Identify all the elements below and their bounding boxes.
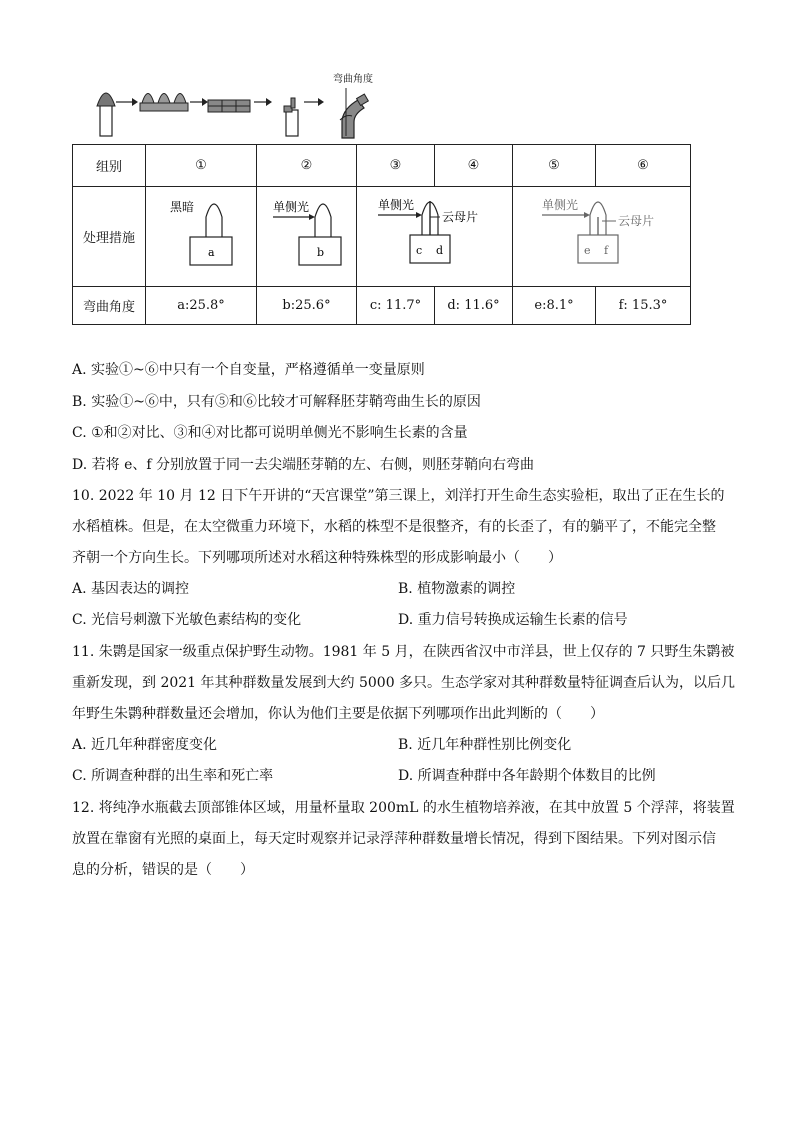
unilateral-light-diagram bbox=[257, 187, 356, 282]
angle-a: a:25.8° bbox=[146, 287, 257, 325]
q12-line-3: 息的分析，错误的是（ ） bbox=[72, 862, 254, 878]
option-a: A. 实验①~⑥中只有一个自变量，严格遵循单一变量原则 bbox=[72, 362, 425, 378]
q12-line-2: 放置在靠窗有光照的桌面上，每天定时观察并记录浮萍种群数量增长情况，得到下图结果。下列对图示信 bbox=[72, 831, 716, 847]
q10-option-d: D. 重力信号转换成运输生长素的信号 bbox=[398, 612, 628, 628]
experiment-table bbox=[72, 144, 691, 325]
group-header: 组别 bbox=[73, 145, 146, 187]
agar-blocks-icon bbox=[208, 100, 250, 112]
option-c: C. ①和②对比、③和④对比都可说明单侧光不影响生长素的含量 bbox=[72, 425, 468, 441]
group-2: ② bbox=[257, 145, 357, 187]
treatment-3-4 bbox=[357, 187, 513, 287]
q10-line-2: 水稻植株。但是，在太空微重力环境下，水稻的株型不是很整齐，有的长歪了，有的躺平了，不能完全整 bbox=[72, 519, 716, 535]
group-1: ① bbox=[146, 145, 257, 187]
mica-label: 云母片 bbox=[617, 214, 654, 228]
q12-line-1: 12. 将纯净水瓶截去顶部锥体区域，用量杯量取 200mL 的水生植物培养液，在其中放置 5 个浮萍，将装置 bbox=[72, 800, 735, 816]
coleoptile-with-tip-icon bbox=[97, 93, 115, 136]
q10-option-b: B. 植物激素的调控 bbox=[398, 581, 516, 597]
group-4: ④ bbox=[435, 145, 513, 187]
angle-f: f: 15.3° bbox=[596, 287, 691, 325]
table-treatment-row bbox=[73, 187, 691, 287]
mica-label: 云母片 bbox=[441, 210, 478, 224]
q11-line-2: 重新发现，到 2021 年其种群数量发展到大约 5000 多只。生态学家对其种群数量特征调查后认为，以后几 bbox=[72, 675, 736, 691]
block-b-label: b bbox=[317, 246, 325, 259]
group-5: ⑤ bbox=[513, 145, 596, 187]
block-a-label: a bbox=[208, 246, 215, 259]
angle-row-label: 弯曲角度 bbox=[73, 287, 146, 325]
mica-partial-split-diagram bbox=[514, 187, 690, 282]
light-label: 单侧光 bbox=[273, 200, 310, 214]
treatment-2 bbox=[257, 187, 357, 287]
angle-b: b:25.6° bbox=[257, 287, 357, 325]
light-label: 单侧光 bbox=[541, 198, 578, 212]
q10-option-a: A. 基因表达的调控 bbox=[72, 581, 190, 597]
light-label: 单侧光 bbox=[377, 198, 414, 212]
block-f-label: f bbox=[603, 244, 608, 257]
q11-option-a: A. 近几年种群密度变化 bbox=[72, 737, 218, 753]
dark-label: 黑暗 bbox=[170, 200, 195, 214]
angle-d: d: 11.6° bbox=[435, 287, 513, 325]
option-d: D. 若将 e、f 分别放置于同一去尖端胚芽鞘的左、右侧，则胚芽鞘向右弯曲 bbox=[72, 457, 534, 473]
q11-line-1: 11. 朱鹮是国家一级重点保护野生动物。1981 年 5 月，在陕西省汉中市洋县，世上仅存的 7 只野生朱鹮被 bbox=[72, 644, 735, 660]
mica-full-split-diagram bbox=[358, 187, 512, 282]
treatment-label: 处理措施 bbox=[73, 187, 146, 287]
q11-option-d: D. 所调查种群中各年龄期个体数目的比例 bbox=[398, 768, 656, 784]
treatment-1 bbox=[146, 187, 257, 287]
q11-option-b: B. 近几年种群性别比例变化 bbox=[398, 737, 572, 753]
angle-e: e:8.1° bbox=[513, 287, 596, 325]
q11-line-3: 年野生朱鹮种群数量还会增加，你认为他们主要是依据下列哪项作出此判断的（ ） bbox=[72, 706, 604, 722]
q10-option-c: C. 光信号刺激下光敏色素结构的变化 bbox=[72, 612, 302, 628]
q10-line-3: 齐朝一个方向生长。下列哪项所述对水稻这种特殊株型的形成影响最小（ ） bbox=[72, 550, 562, 566]
block-e-label: e bbox=[583, 244, 591, 257]
group-3: ③ bbox=[357, 145, 435, 187]
decapitated-coleoptile-icon bbox=[284, 98, 298, 136]
block-c-label: c bbox=[415, 244, 422, 257]
q11-option-c: C. 所调查种群的出生率和死亡率 bbox=[72, 768, 274, 784]
dark-treatment-diagram bbox=[146, 187, 256, 282]
angle-c: c: 11.7° bbox=[357, 287, 435, 325]
experiment-process-diagram bbox=[90, 70, 390, 140]
treatment-5-6 bbox=[513, 187, 691, 287]
group-6: ⑥ bbox=[596, 145, 691, 187]
bent-coleoptile-icon bbox=[333, 72, 373, 138]
q10-line-1: 10. 2022 年 10 月 12 日下午开讲的“天宫课堂”第三课上，刘洋打开生命生态实验柜，取出了正在生长的 bbox=[72, 488, 725, 504]
block-d-label: d bbox=[435, 244, 443, 257]
angle-label: 弯曲角度 bbox=[333, 74, 373, 85]
tips-on-agar-icon bbox=[140, 94, 188, 112]
table-header-row bbox=[73, 145, 691, 187]
option-b: B. 实验①~⑥中，只有⑤和⑥比较才可解释胚芽鞘弯曲生长的原因 bbox=[72, 394, 481, 410]
table-angle-row bbox=[73, 287, 691, 325]
